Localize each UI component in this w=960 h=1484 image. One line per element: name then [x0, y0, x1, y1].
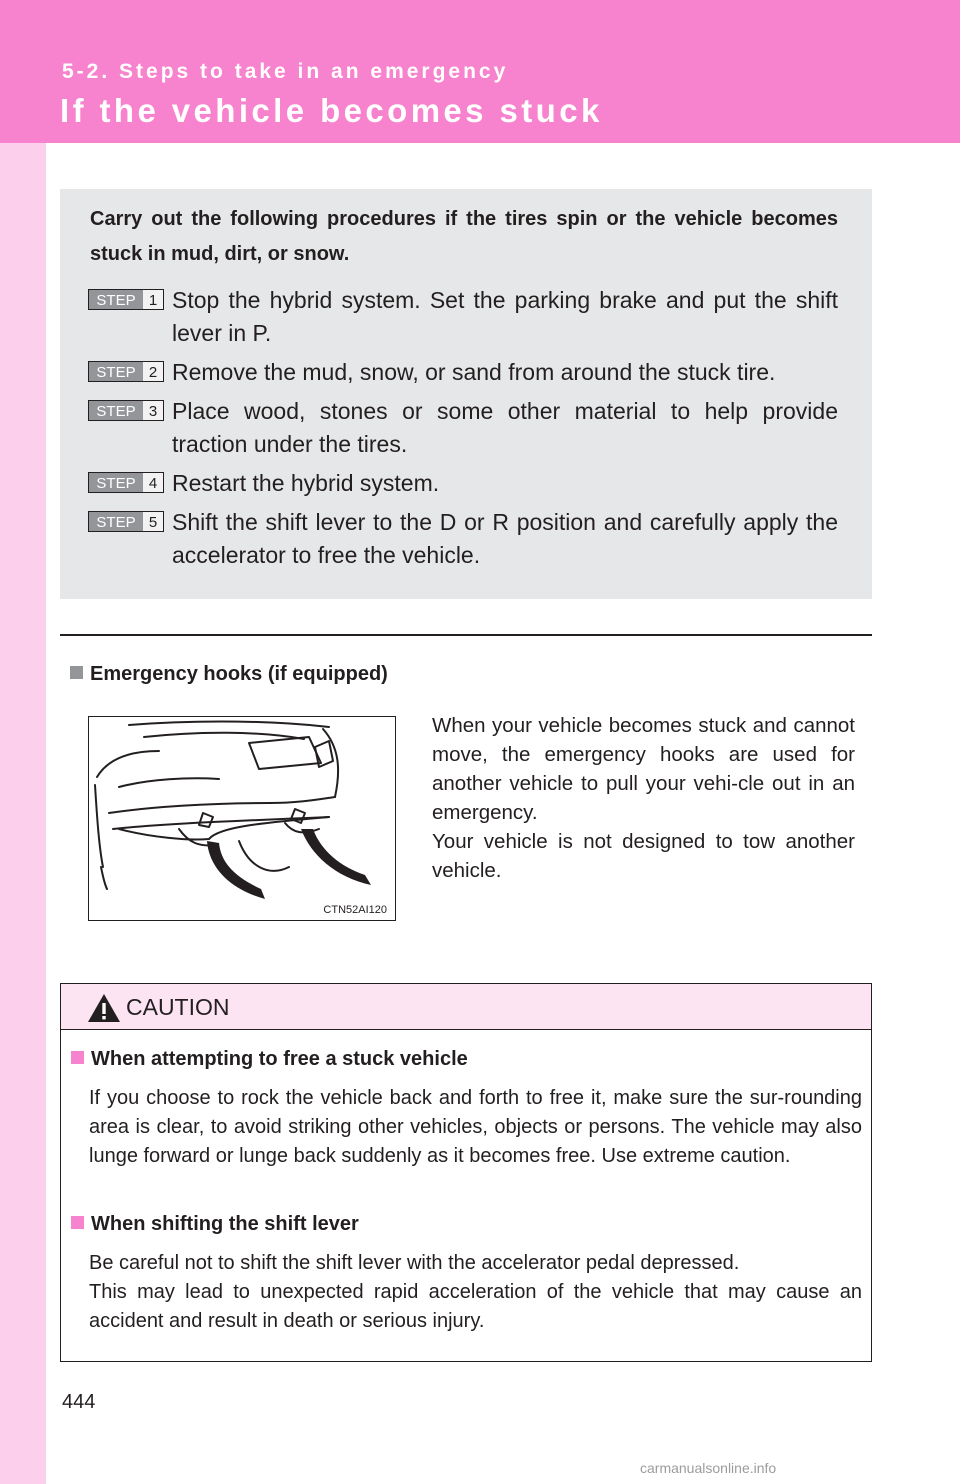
- emergency-hooks-heading: Emergency hooks (if equipped): [70, 663, 388, 686]
- section-label: 5-2. Steps to take in an emergency: [62, 60, 509, 83]
- emergency-hooks-illustration: [88, 716, 396, 921]
- left-margin-band: [0, 0, 46, 1484]
- step-text: Place wood, stones or some other material to help provide traction under the tires.: [172, 398, 838, 457]
- square-bullet-icon: [70, 666, 83, 679]
- page-title: If the vehicle becomes stuck: [60, 92, 603, 129]
- step-text: Remove the mud, snow, or sand from around the stuck tire.: [172, 359, 776, 385]
- caution-heading-2: When shifting the shift lever: [71, 1213, 359, 1236]
- caution-box: [60, 983, 872, 1362]
- car-rear-hooks-drawing: [89, 717, 395, 920]
- page-number: 444: [62, 1391, 96, 1413]
- step-badge: STEP 2: [88, 361, 164, 382]
- step-badge: STEP 5: [88, 511, 164, 532]
- step-text: Restart the hybrid system.: [172, 470, 440, 496]
- section-divider: [60, 634, 872, 636]
- watermark: carmanualsonline.info: [640, 1460, 777, 1476]
- step-text: Shift the shift lever to the D or R position and carefully apply the accelerator to free the vehicle.: [172, 509, 838, 568]
- step-badge: STEP 1: [88, 289, 164, 310]
- caution-body-2: Be careful not to shift the shift lever with the accelerator pedal depressed. This may lead to unexpected rapid acceleration of the vehicle that may cause an accident and result in death or serious injury.: [89, 1252, 862, 1332]
- caution-heading-1: When attempting to free a stuck vehicle: [71, 1048, 468, 1071]
- warning-triangle-icon: [86, 992, 122, 1024]
- figure-code: CTN52AI120: [323, 904, 387, 916]
- caution-title: CAUTION: [126, 994, 230, 1020]
- procedure-intro: Carry out the following procedures if the tires spin or the vehicle becomes stuck in mud, dirt, or snow.: [90, 208, 838, 265]
- step-badge: STEP 3: [88, 400, 164, 421]
- caution-header: [61, 984, 871, 1030]
- square-bullet-icon: [71, 1216, 84, 1229]
- caution-body-1: If you choose to rock the vehicle back and forth to free it, make sure the sur-rounding area is clear, to avoid striking other vehicles, objects or persons. The vehicle may also lunge forward or lunge back suddenly as it becomes free. Use extreme caution.: [89, 1087, 862, 1167]
- page-header: [0, 0, 960, 143]
- emergency-hooks-text: When your vehicle becomes stuck and cannot move, the emergency hooks are used for another vehicle to pull your vehi-cle out in an emergency. Your vehicle is not designed to tow another vehicle.: [432, 714, 855, 882]
- step-text: Stop the hybrid system. Set the parking brake and put the shift lever in P.: [172, 287, 838, 346]
- step-badge: STEP 4: [88, 472, 164, 493]
- square-bullet-icon: [71, 1051, 84, 1064]
